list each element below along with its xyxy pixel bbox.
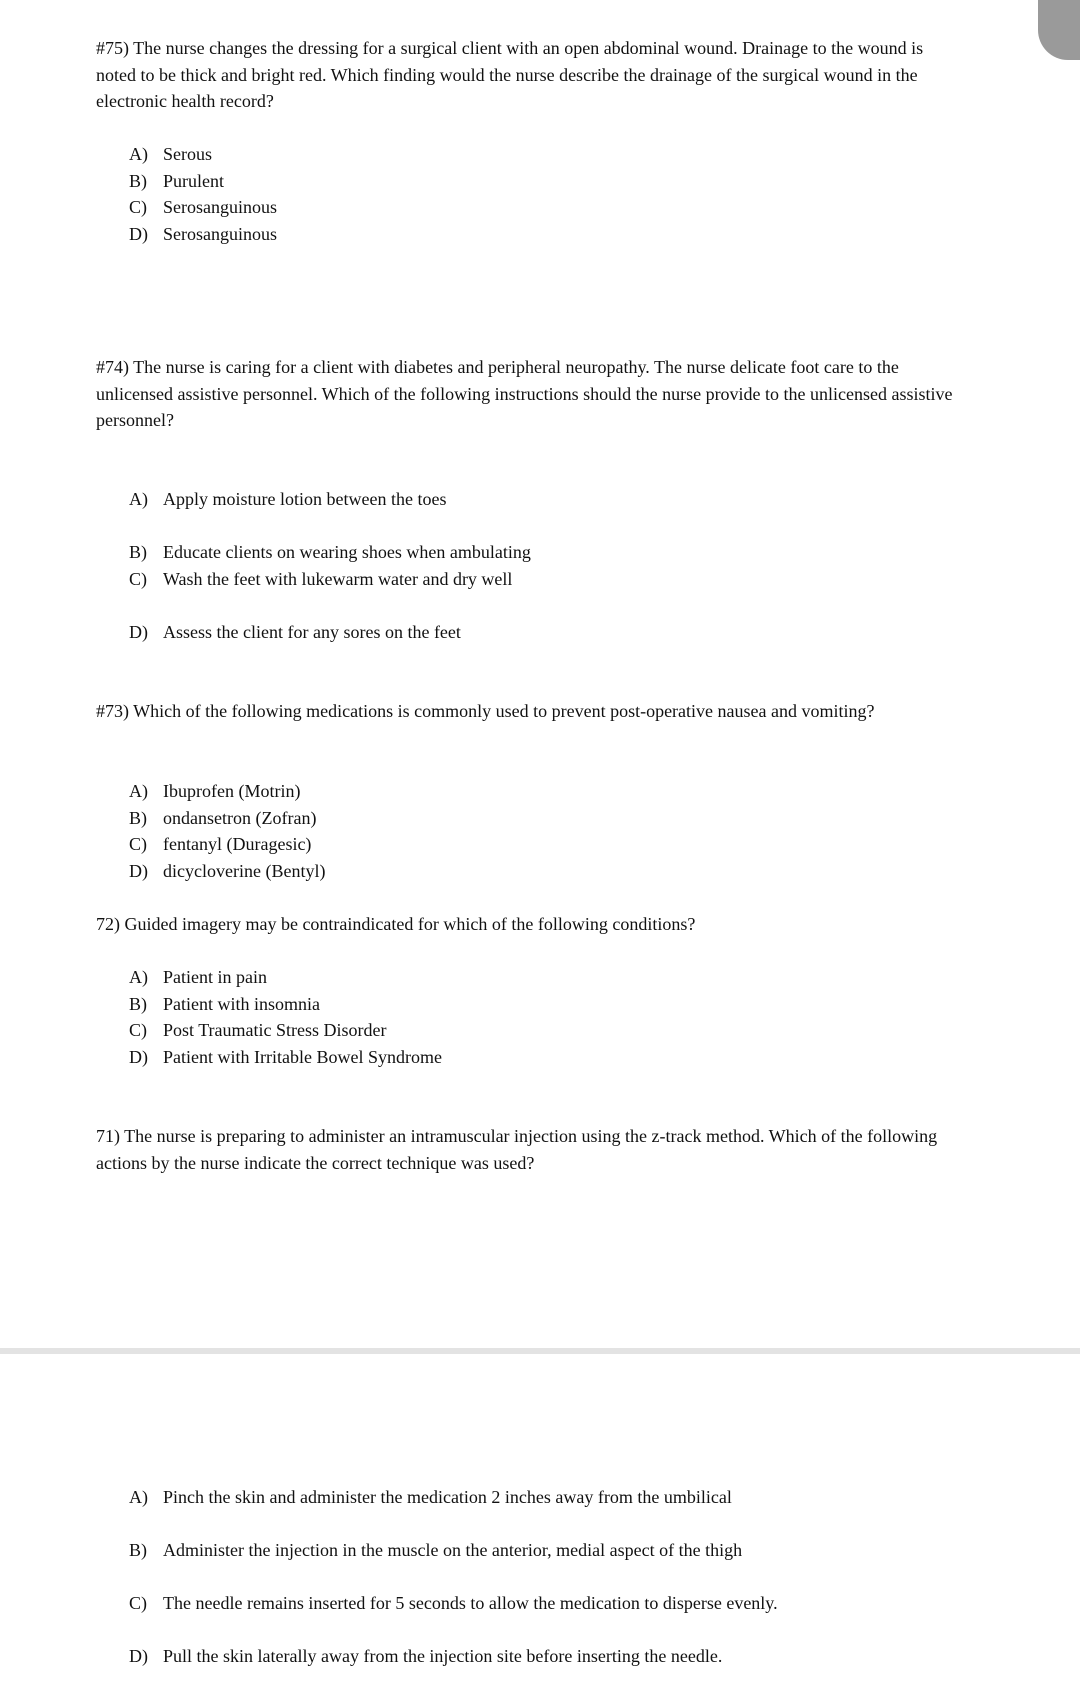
- option-text: Serosanguinous: [163, 224, 277, 244]
- option-a[interactable]: [129, 141, 212, 168]
- option-text: Apply moisture lotion between the toes: [163, 489, 447, 509]
- option-text: dicycloverine (Bentyl): [163, 861, 326, 881]
- option-c[interactable]: [129, 831, 311, 858]
- option-letter: A): [129, 1487, 148, 1507]
- option-d[interactable]: [129, 1044, 442, 1071]
- option-b[interactable]: [129, 805, 316, 832]
- option-text: Serosanguinous: [163, 197, 277, 217]
- page-corner-tab: [1038, 0, 1080, 60]
- option-text: Patient with Irritable Bowel Syndrome: [163, 1047, 442, 1067]
- option-text: Assess the client for any sores on the feet: [163, 622, 461, 642]
- question-74: [96, 354, 966, 434]
- option-text: Post Traumatic Stress Disorder: [163, 1020, 387, 1040]
- option-letter: B): [129, 994, 147, 1014]
- option-letter: A): [129, 967, 148, 987]
- option-letter: B): [129, 542, 147, 562]
- option-letter: D): [129, 1646, 148, 1666]
- option-d[interactable]: [129, 1643, 722, 1670]
- option-letter: B): [129, 1540, 147, 1560]
- option-d[interactable]: [129, 221, 277, 248]
- option-b[interactable]: [129, 1537, 742, 1564]
- question-73: [96, 698, 966, 725]
- option-text: Pull the skin laterally away from the injection site before inserting the needle.: [163, 1646, 723, 1666]
- option-text: Serous: [163, 144, 212, 164]
- option-d[interactable]: [129, 619, 461, 646]
- option-c[interactable]: [129, 1590, 778, 1617]
- option-text: Patient in pain: [163, 967, 267, 987]
- option-letter: D): [129, 1047, 148, 1067]
- option-b[interactable]: [129, 539, 531, 566]
- option-c[interactable]: [129, 1017, 387, 1044]
- question-75: [96, 35, 966, 115]
- option-letter: D): [129, 224, 148, 244]
- option-letter: A): [129, 781, 148, 801]
- option-a[interactable]: [129, 486, 446, 513]
- question-71: [96, 1123, 966, 1176]
- option-letter: D): [129, 861, 148, 881]
- option-c[interactable]: [129, 566, 512, 593]
- option-text: Ibuprofen (Motrin): [163, 781, 301, 801]
- option-text: Administer the injection in the muscle on the anterior, medial aspect of the thigh: [163, 1540, 743, 1560]
- option-letter: D): [129, 622, 148, 642]
- option-a[interactable]: [129, 778, 300, 805]
- option-letter: C): [129, 197, 147, 217]
- option-letter: C): [129, 1593, 147, 1613]
- option-letter: B): [129, 808, 147, 828]
- option-a[interactable]: [129, 1484, 732, 1511]
- question-text: 71) The nurse is preparing to administer an intramuscular injection using the z-track method. Which of the following actions by the nurse indicate the correct technique was used?: [96, 1126, 938, 1173]
- option-text: The needle remains inserted for 5 seconds to allow the medication to disperse evenly.: [163, 1593, 778, 1613]
- option-b[interactable]: [129, 168, 224, 195]
- option-text: Pinch the skin and administer the medication 2 inches away from the umbilical: [163, 1487, 732, 1507]
- question-text: 72) Guided imagery may be contraindicated for which of the following conditions?: [96, 914, 696, 934]
- option-b[interactable]: [129, 991, 320, 1018]
- page-divider: [0, 1348, 1080, 1354]
- option-letter: A): [129, 144, 148, 164]
- option-text: Educate clients on wearing shoes when ambulating: [163, 542, 531, 562]
- option-text: fentanyl (Duragesic): [163, 834, 312, 854]
- option-letter: C): [129, 834, 147, 854]
- option-letter: A): [129, 489, 148, 509]
- question-text: #73) Which of the following medications is commonly used to prevent post-operative nausea and vomiting?: [96, 701, 875, 721]
- option-text: Patient with insomnia: [163, 994, 320, 1014]
- question-text: #75) The nurse changes the dressing for a surgical client with an open abdominal wound. Drainage to the wound is noted to be thick and bright red. Which finding would the nurse describe the drainage of the surgical wound in the electronic health record?: [96, 38, 924, 111]
- option-d[interactable]: [129, 858, 325, 885]
- option-letter: B): [129, 171, 147, 191]
- option-text: Purulent: [163, 171, 224, 191]
- option-text: Wash the feet with lukewarm water and dry well: [163, 569, 513, 589]
- question-72: [96, 911, 966, 938]
- option-c[interactable]: [129, 194, 277, 221]
- option-a[interactable]: [129, 964, 267, 991]
- option-text: ondansetron (Zofran): [163, 808, 317, 828]
- option-letter: C): [129, 1020, 147, 1040]
- question-text: #74) The nurse is caring for a client with diabetes and peripheral neuropathy. The nurse delicate foot care to the unlicensed assistive personnel. Which of the following instructions should the nurse provide to the unlicensed assistive personnel?: [96, 357, 953, 430]
- option-letter: C): [129, 569, 147, 589]
